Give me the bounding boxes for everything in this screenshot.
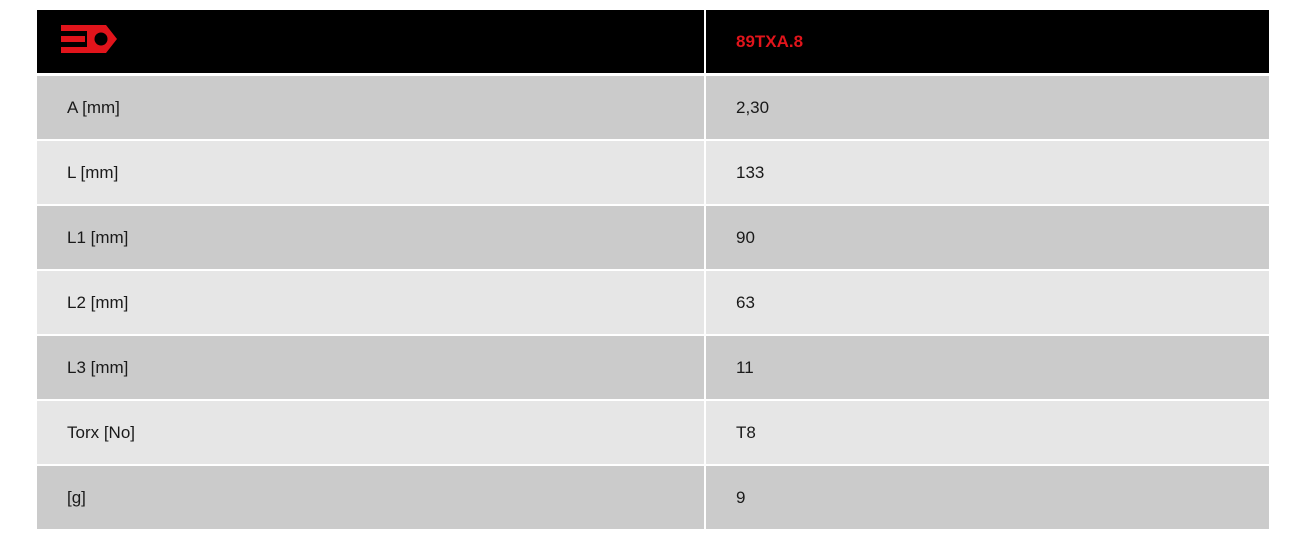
product-code: 89TXA.8 (736, 31, 804, 51)
table-row (37, 466, 1269, 531)
row-label: L3 [mm] (37, 336, 706, 401)
header-logo-cell (37, 10, 706, 76)
spec-table (37, 10, 1269, 531)
row-label: L [mm] (37, 141, 706, 206)
brand-logo-icon (61, 25, 119, 58)
table-row (37, 76, 1269, 141)
row-value: 63 (706, 271, 1269, 336)
row-value: 133 (706, 141, 1269, 206)
row-label: A [mm] (37, 76, 706, 141)
row-label: L1 [mm] (37, 206, 706, 271)
table-header-row (37, 10, 1269, 76)
row-label: Torx [No] (37, 401, 706, 466)
row-value: 11 (706, 336, 1269, 401)
row-value: T8 (706, 401, 1269, 466)
row-label: L2 [mm] (37, 271, 706, 336)
table-row (37, 401, 1269, 466)
row-value: 90 (706, 206, 1269, 271)
row-value: 2,30 (706, 76, 1269, 141)
row-value: 9 (706, 466, 1269, 531)
table-row (37, 206, 1269, 271)
row-label: [g] (37, 466, 706, 531)
table-row (37, 141, 1269, 206)
header-product-cell (706, 10, 1269, 76)
table-row (37, 271, 1269, 336)
table-row (37, 336, 1269, 401)
